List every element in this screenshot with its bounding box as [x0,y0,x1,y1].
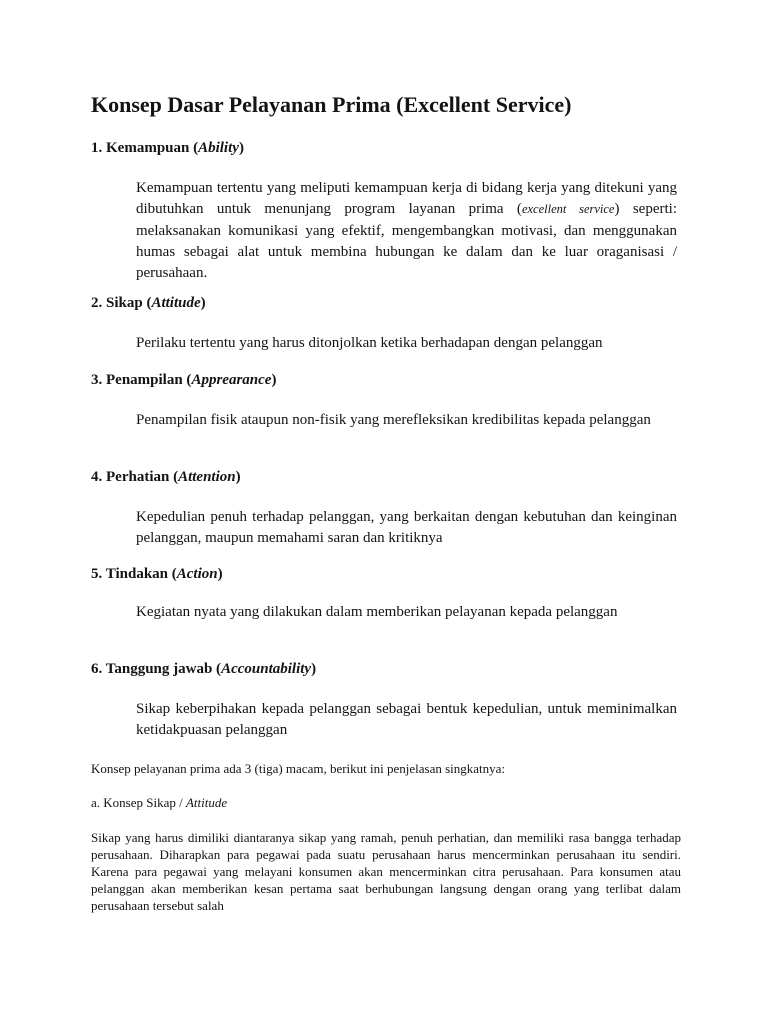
section-close: ) [235,469,241,485]
section-body-attitude: Perilaku tertentu yang harus ditonjolkan ketika berhadapan dengan pelanggan [136,335,603,351]
section-body-accountability: Sikap keberpihakan kepada pelanggan sebagai bentuk kepedulian, untuk meminimalkan ketidakpuasan pelanggan [136,701,677,739]
section-body-attention: Kepedulian penuh terhadap pelanggan, yang berkaitan dengan kebutuhan dan keinginan pelanggan, maupun memahami saran dan kritiknya [136,509,677,547]
konsep-sikap-paragraph: Sikap yang harus dimiliki diantaranya sikap yang ramah, penuh perhatian, dan memiliki rasa bangga terhadap perusahaan. Diharapkan para pegawai pada suatu perusahaan harus mencerminkan perusahaan itu sendiri. Karena para pegawai yang melayani konsumen akan mencerminkan citra perusahaan. Para konsumen atau pelanggan akan memberikan kesan pertama saat berhubungan langsung dengan orang yang terlibat dalam perusahaan tersebut salah [91,830,681,913]
section-heading-attention [91,469,241,486]
subheading-term: Attitude [185,795,228,810]
section-body-italic: excellent service [521,202,615,217]
section-label: 5. Tindakan ( [91,566,177,582]
section-term: Attention [178,469,236,485]
section-heading-appearance [91,372,276,389]
section-body-appearance: Penampilan fisik ataupun non-fisik yang merefleksikan kredibilitas kepada pelanggan [136,412,651,428]
section-close: ) [271,372,277,388]
section-label: 6. Tanggung jawab ( [91,661,222,677]
section-term: Action [176,566,218,582]
section-heading-ability [91,140,244,157]
section-term: Ability [198,140,239,156]
subheading-label: a. Konsep Sikap / [91,795,186,810]
section-close: ) [238,140,244,156]
intro-paragraph: Konsep pelayanan prima ada 3 (tiga) macam, berikut ini penjelasan singkatnya: [91,761,506,776]
section-body-part: ) seperti: melaksanakan komunikasi yang efektif, mengembangkan motivasi, dan menggunakan humas sebagai alat untuk membina hubungan ke dalam dan ke luar oraganisasi / perusahaan. [136,201,677,282]
section-label: 2. Sikap ( [91,295,152,311]
section-term: Attitude [151,295,201,311]
section-heading-accountability [91,661,316,678]
section-label: 4. Perhatian ( [91,469,179,485]
section-term: Apprearance [191,372,272,388]
section-term: Accountability [221,661,312,677]
section-heading-action [91,566,223,583]
section-label: 3. Penampilan ( [91,372,192,388]
section-label: 1. Kemampuan ( [91,140,199,156]
section-body-action: Kegiatan nyata yang dilakukan dalam memberikan pelayanan kepada pelanggan [136,604,618,620]
section-heading-attitude [91,295,206,312]
section-close: ) [311,661,317,677]
section-body-ability [136,178,677,284]
section-close: ) [200,295,206,311]
subheading-konsep-sikap [91,794,681,811]
document-title: Konsep Dasar Pelayanan Prima (Excellent Service) [91,92,572,117]
section-close: ) [217,566,223,582]
section-body-part: Kemampuan tertentu yang meliputi kemampuan kerja di bidang kerja yang ditekuni yang dibutuhkan untuk menunjang program layanan prima ( [136,180,677,218]
